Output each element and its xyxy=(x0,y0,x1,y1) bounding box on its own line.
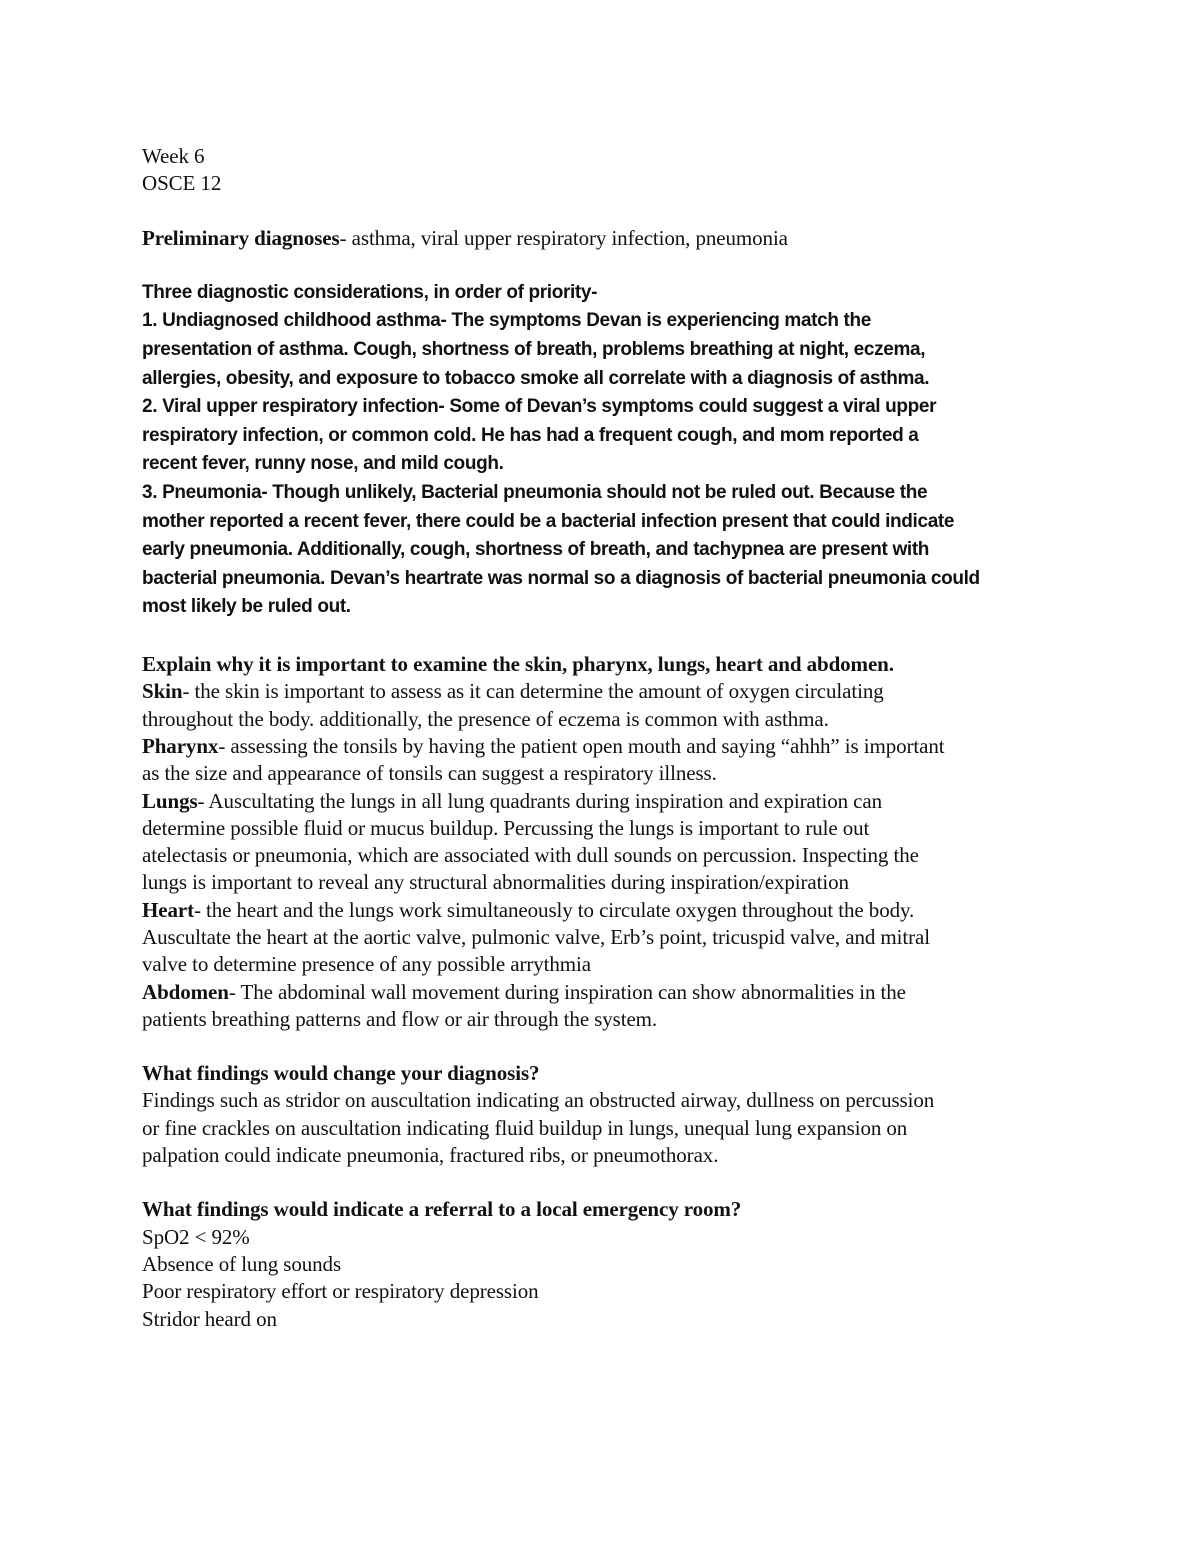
consideration-2-label: 2. Viral upper respiratory infection- xyxy=(142,396,445,418)
consideration-3-line: bacterial pneumonia. Devan’s heartrate was normal so a diagnosis of bacterial pneumonia could xyxy=(142,567,980,589)
consideration-1-line: allergies, obesity, and exposure to tobacco smoke all correlate with a diagnosis of asthma. xyxy=(142,367,930,389)
exam-pharynx-line: as the size and appearance of tonsils can suggest a respiratory illness. xyxy=(142,761,717,786)
consideration-2-line: recent fever, runny nose, and mild cough. xyxy=(142,453,504,475)
preliminary-label: Preliminary diagnoses xyxy=(142,225,340,250)
exam-pharynx: Pharynx- assessing the tonsils by having the patient open mouth and saying “ahhh” is important xyxy=(142,733,945,758)
exam-heading: Explain why it is important to examine the skin, pharynx, lungs, heart and abdomen. xyxy=(142,652,894,677)
heart-label: Heart xyxy=(142,897,194,922)
exam-lungs-line: determine possible fluid or mucus buildup. Percussing the lungs is important to rule out xyxy=(142,815,870,840)
exam-abdomen-line: patients breathing patterns and flow or air through the system. xyxy=(142,1006,658,1031)
consideration-1: 1. Undiagnosed childhood asthma- The symptoms Devan is experiencing match the xyxy=(142,310,871,332)
referral-item: Poor respiratory effort or respiratory depression xyxy=(142,1279,539,1304)
consideration-1-label: 1. Undiagnosed childhood asthma xyxy=(142,310,441,332)
considerations-section xyxy=(142,279,1060,622)
lungs-label: Lungs xyxy=(142,788,198,813)
exam-lungs-line: lungs is important to reveal any structural abnormalities during inspiration/expiration xyxy=(142,870,849,895)
exam-section xyxy=(142,651,1060,1033)
abdomen-label: Abdomen xyxy=(142,979,229,1004)
consideration-3: 3. Pneumonia- Though unlikely, Bacterial pneumonia should not be ruled out. Because the xyxy=(142,482,928,504)
exam-heart-line: valve to determine presence of any possible arrythmia xyxy=(142,952,591,977)
change-line: or fine crackles on auscultation indicating fluid buildup in lungs, unequal lung expansion on xyxy=(142,1115,908,1140)
preliminary-diagnoses xyxy=(142,225,1060,252)
exam-heart-line: Auscultate the heart at the aortic valve, pulmonic valve, Erb’s point, tricuspid valve, and mitral xyxy=(142,924,930,949)
exam-abdomen: Abdomen- The abdominal wall movement during inspiration can show abnormalities in the xyxy=(142,979,906,1004)
consideration-2: 2. Viral upper respiratory infection- Some of Devan’s symptoms could suggest a viral upper xyxy=(142,396,937,418)
change-heading: What findings would change your diagnosis? xyxy=(142,1061,540,1086)
osce-label: OSCE 12 xyxy=(142,171,222,196)
consideration-1-line: presentation of asthma. Cough, shortness of breath, problems breathing at night, eczema, xyxy=(142,339,926,361)
referral-item: Stridor heard on xyxy=(142,1306,277,1331)
header-block xyxy=(142,143,1060,198)
exam-skin-line: throughout the body. additionally, the presence of eczema is common with asthma. xyxy=(142,706,829,731)
referral-item: Absence of lung sounds xyxy=(142,1251,342,1276)
exam-heart: Heart- the heart and the lungs work simultaneously to circulate oxygen throughout the body. xyxy=(142,897,915,922)
exam-lungs: Lungs- Auscultating the lungs in all lung quadrants during inspiration and expiration can xyxy=(142,788,883,813)
preliminary-text: - asthma, viral upper respiratory infection, pneumonia xyxy=(339,225,788,250)
consideration-2-line: respiratory infection, or common cold. He has had a frequent cough, and mom reported a xyxy=(142,424,919,446)
exam-skin: Skin- the skin is important to assess as it can determine the amount of oxygen circulating xyxy=(142,679,884,704)
change-line: Findings such as stridor on auscultation indicating an obstructed airway, dullness on percussion xyxy=(142,1088,935,1113)
consideration-3-label: Pneumonia xyxy=(162,482,262,504)
consideration-3-line: early pneumonia. Additionally, cough, shortness of breath, and tachypnea are present with xyxy=(142,539,930,561)
referral-heading: What findings would indicate a referral to a local emergency room? xyxy=(142,1197,742,1222)
week-label: Week 6 xyxy=(142,144,205,168)
change-section xyxy=(142,1060,1060,1169)
referral-section xyxy=(142,1196,1060,1332)
skin-label: Skin xyxy=(142,679,183,704)
referral-item: SpO2 < 92% xyxy=(142,1224,250,1249)
change-line: palpation could indicate pneumonia, fractured ribs, or pneumothorax. xyxy=(142,1143,719,1168)
consideration-3-line: mother reported a recent fever, there could be a bacterial infection present that could indicate xyxy=(142,510,955,532)
consideration-3-line: most likely be ruled out. xyxy=(142,596,351,618)
considerations-heading: Three diagnostic considerations, in order of priority- xyxy=(142,281,598,303)
consideration-3-number: 3. xyxy=(142,482,163,504)
pharynx-label: Pharynx xyxy=(142,733,219,758)
exam-lungs-line: atelectasis or pneumonia, which are associated with dull sounds on percussion. Inspecting the xyxy=(142,843,919,868)
